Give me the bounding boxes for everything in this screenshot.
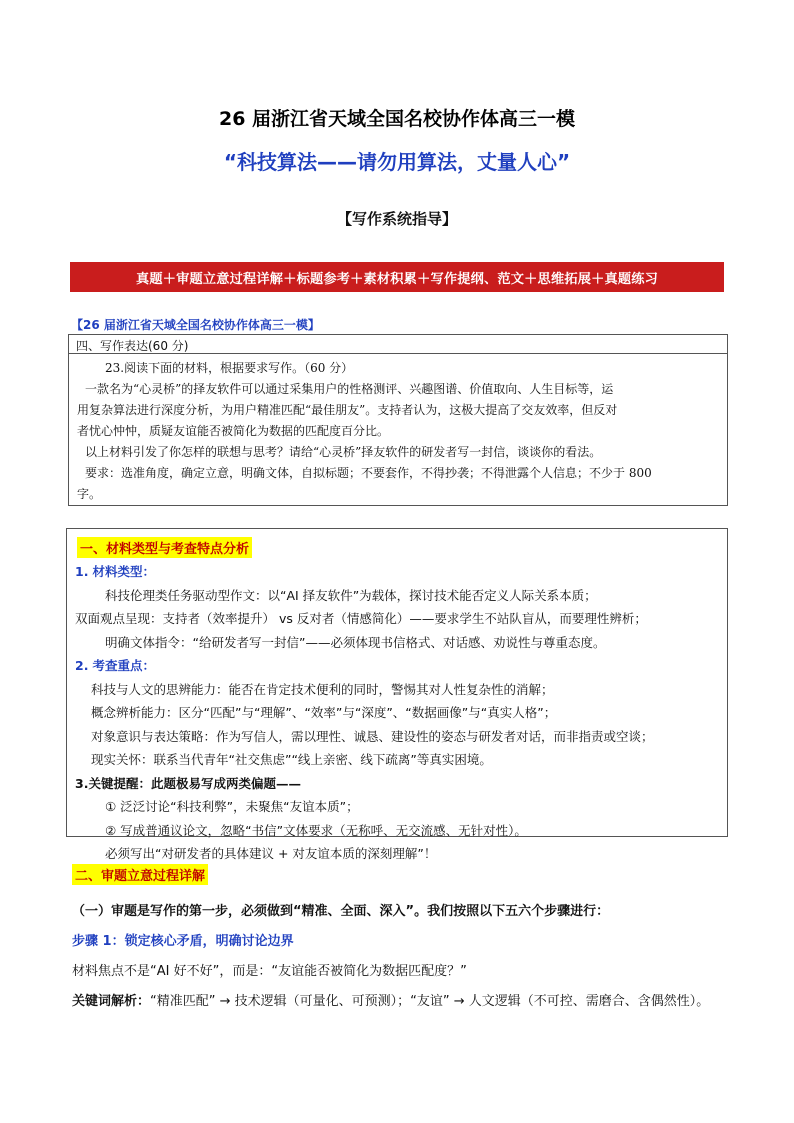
intro-paragraph: （一）审题是写作的第一步，必须做到“精准、全面、深入”。我们按照以下五六个步骤进行：	[72, 904, 610, 919]
list-number: 1.	[75, 564, 89, 579]
page-title: 26 届浙江省天域全国名校协作体高三一模	[218, 108, 576, 130]
analysis-line: 科技与人文的思辨能力：能否在肯定技术便利的同时，警惕其对人性复杂性的消解；	[91, 681, 554, 697]
keyword-label: 关键词解析：	[72, 994, 151, 1009]
question-section-head: 四、写作表达(60 分)	[69, 335, 727, 354]
guide-heading: 【写作系统指导】	[336, 210, 457, 228]
analysis-heading: 考查重点：	[92, 658, 155, 673]
question-line: 者忧心忡忡，质疑友谊能否被简化为数据的匹配度百分比。	[77, 424, 390, 438]
analysis-title: 一、材料类型与考查特点分析	[77, 537, 252, 558]
analysis-line: ② 写成普通议论文，忽略“书信”文体要求（无称呼、无交流感、无针对性）。	[105, 822, 527, 838]
analysis-line: 明确文体指令：“给研发者写一封信”——必须体现书信格式、对话感、劝说性与尊重态度。	[105, 634, 606, 650]
analysis-line: 概念辨析能力：区分“匹配”与“理解”、“效率”与“深度”、“数据画像”与“真实人格”；	[91, 705, 557, 720]
analysis-body	[75, 560, 725, 866]
analysis-heading: 材料类型：	[92, 564, 155, 579]
question-line: 字。	[77, 487, 102, 501]
step-heading: 步骤 1：锁定核心矛盾，明确讨论边界	[72, 934, 294, 949]
page-subtitle: “科技算法——请勿用算法，丈量人心”	[223, 150, 571, 174]
analysis-box	[66, 528, 728, 861]
question-line: 一款名为“心灵桥”的择友软件可以通过采集用户的性格测评、兴趣图谱、价值取向、人生目标等，运	[85, 382, 614, 396]
section-body	[72, 900, 732, 1020]
question-line: 以上材料引发了你怎样的联想与思考？请给“心灵桥”择友软件的研发者写一封信，谈谈你的看法。	[85, 445, 602, 459]
analysis-line: 科技伦理类任务驱动型作文：以“AI 择友软件”为载体，探讨技术能否定义人际关系本质；	[105, 587, 597, 603]
list-number: 2.	[75, 658, 89, 673]
question-line: 23.阅读下面的材料，根据要求写作。（60 分）	[105, 361, 354, 375]
analysis-line: 现实关怀：联系当代青年“社交焦虑”“线上亲密、线下疏离”等真实困境。	[91, 752, 492, 767]
body-paragraph: 材料焦点不是“AI 好不好”，而是：“友谊能否被简化为数据匹配度？”	[72, 964, 467, 979]
question-source: 【26 届浙江省天域全国名校协作体高三一模】	[71, 318, 320, 332]
analysis-line: 双面观点呈现：支持者（效率提升） vs 反对者（情感简化）——要求学生不站队盲从，而要理性辨析；	[75, 611, 647, 626]
question-text	[77, 358, 721, 505]
analysis-line: 对象意识与表达策略：作为写信人，需以理性、诚恳、建设性的姿态与研发者对话，而非指责或空谈；	[91, 728, 654, 744]
body-paragraph	[72, 990, 732, 1014]
section-title: 二、审题立意过程详解	[72, 864, 208, 885]
contents-banner: 真题＋审题立意过程详解＋标题参考＋素材积累＋写作提纲、范文＋思维拓展＋真题练习	[70, 262, 724, 292]
analysis-line: ① 泛泛讨论“科技利弊”，未聚焦“友谊本质”；	[105, 799, 359, 814]
question-line: 要求：选准角度，确定立意，明确文体，自拟标题；不要套作，不得抄袭；不得泄露个人信息；不少于 800	[85, 466, 652, 480]
question-box	[68, 334, 728, 506]
analysis-heading: 3.关键提醒：此题极易写成两类偏题——	[75, 775, 301, 791]
question-line: 用复杂算法进行深度分析，为用户精准匹配“最佳朋友”。支持者认为，这极大提高了交友效率，但反对	[77, 403, 618, 417]
keyword-text: “精准匹配” → 技术逻辑（可量化、可预测）；“友谊” → 人文逻辑（不可控、需磨合、含偶然性）。	[150, 994, 710, 1009]
analysis-line: 必须写出“对研发者的具体建议 + 对友谊本质的深刻理解”！	[105, 846, 437, 861]
